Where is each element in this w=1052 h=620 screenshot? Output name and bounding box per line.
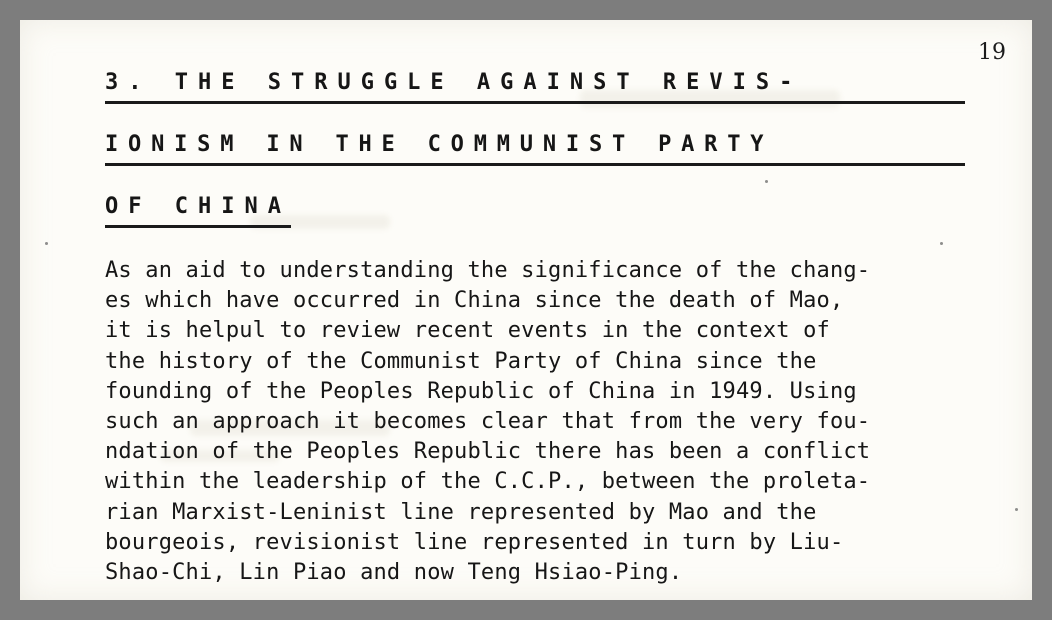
text-line: bourgeois, revisionist line represented in turn by Liu- xyxy=(105,529,844,555)
text-line: Shao-Chi, Lin Piao and now Teng Hsiao-Ping. xyxy=(105,560,683,586)
paper-speck xyxy=(45,242,48,245)
section-heading-line-1: 3. THE STRUGGLE AGAINST REVIS- xyxy=(105,70,965,104)
text-line: ndation of the Peoples Republic there has been a conflict xyxy=(105,439,871,465)
paper-speck xyxy=(940,242,943,245)
page-number: 19 xyxy=(978,40,1006,65)
body-paragraph xyxy=(105,256,1005,588)
text-line: es which have occurred in China since the death of Mao, xyxy=(105,288,844,314)
document-page xyxy=(20,20,1032,600)
paper-speck xyxy=(1015,508,1018,511)
text-line: the history of the Communist Party of China since the xyxy=(105,348,817,374)
text-line: such an approach it becomes clear that from the very fou- xyxy=(105,409,871,435)
text-line: it is helpul to review recent events in the context of xyxy=(105,318,830,344)
section-heading-line-3: OF CHINA xyxy=(105,194,291,228)
text-line: As an aid to understanding the significance of the chang- xyxy=(105,258,871,283)
section-heading-line-2: IONISM IN THE COMMUNIST PARTY xyxy=(105,132,965,166)
text-line: rian Marxist-Leninist line represented by Mao and the xyxy=(105,499,817,525)
text-line: founding of the Peoples Republic of China in 1949. Using xyxy=(105,378,857,404)
text-line: within the leadership of the C.C.P., between the proleta- xyxy=(105,469,871,495)
paper-speck xyxy=(765,180,768,183)
